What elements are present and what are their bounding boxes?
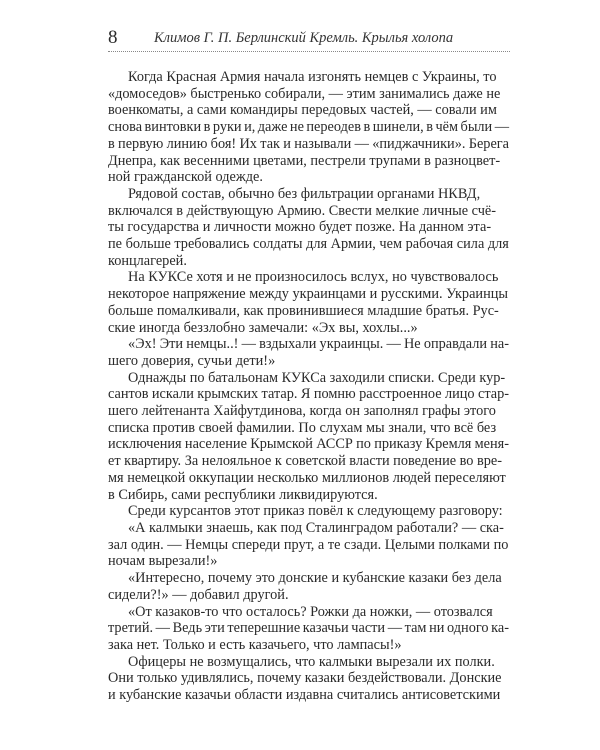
text-line: пе больше требовались солдаты для Армии, чем рабочая сила для	[108, 236, 509, 253]
page-body	[108, 69, 509, 704]
paragraph	[108, 186, 509, 270]
paragraph	[108, 520, 509, 570]
text-line: «Эх! Эти немцы..! — вздыхали украинцы. — Не оправдали на-	[128, 336, 509, 353]
text-line: Офицеры не возмущались, что калмыки вырезали их полки.	[128, 653, 495, 670]
paragraph	[108, 69, 509, 186]
text-line: Когда Красная Армия начала изгонять немцев с Украины, то	[128, 69, 497, 85]
page-header	[108, 27, 510, 49]
text-line: зака нет. Только и есть казачьего, что лампасы!»	[108, 636, 402, 653]
text-line: и кубанские казачьи области издавна считались антисоветскими	[108, 687, 501, 704]
text-line: списка против своей фамилии. По слухам мы знали, что всё без	[108, 419, 497, 436]
text-line: «домоседов» быстренько собирали, — этим занимались даже не	[108, 85, 501, 102]
header-divider	[108, 51, 510, 52]
paragraph	[108, 269, 509, 336]
text-line: Они только удивлялись, почему казаки бездействовали. Донские	[108, 670, 502, 687]
text-line: мя немецкой оккупации несколько миллионов людей переселяют	[108, 469, 506, 486]
text-line: военкоматы, а сами командиры передовых частей, — совали им	[108, 102, 497, 119]
text-line: «Интересно, почему это донские и кубанские казаки без дела	[128, 570, 502, 587]
paragraph	[108, 503, 509, 520]
text-line: в первую линию боя! Их так и называли — «пиджачники». Берега	[108, 135, 509, 152]
text-line: ты государства и личности можно будет позже. На данном эта-	[108, 219, 492, 236]
text-line: включался в действующую Армию. Свести мелкие личные счё-	[108, 202, 497, 219]
text-line: ет квартиру. За нелояльное к советской власти поведение во вре-	[108, 453, 503, 470]
text-line: третий. — Ведь эти теперешние казачьи части — там ни одного ка-	[108, 620, 509, 637]
text-line: больше помалкивали, как провинившиеся младшие братья. Рус-	[108, 302, 499, 319]
paragraph	[108, 336, 509, 369]
text-line: ной гражданской одежде.	[108, 169, 263, 186]
paragraph	[108, 654, 509, 704]
text-line: На КУКСе хотя и не произносилось вслух, но чувствовалось	[128, 269, 499, 286]
text-line: сидели?!» — добавил другой.	[108, 586, 289, 603]
text-line: ские иногда беззлобно замечали: «Эх вы, хохлы...»	[108, 319, 418, 336]
text-line: Однажды по батальонам КУКСа заходили списки. Среди кур-	[128, 369, 506, 386]
text-line: Днепра, как весенними цветами, пестрели трупами в разноцвет-	[108, 152, 501, 169]
text-line: некоторое напряжение между украинцами и русскими. Украинцы	[108, 286, 508, 303]
text-line: зал один. — Немцы спереди прут, а те сзади. Целыми полками по	[108, 536, 509, 553]
page-number: 8	[108, 27, 118, 48]
paragraph	[108, 370, 509, 504]
text-line: «От казаков-то что осталось? Рожки да ножки, — отозвался	[128, 603, 493, 620]
text-line: снова винтовки в руки и, даже не переодев в шинели, в чём были —	[108, 119, 509, 136]
running-title: Климов Г. П. Берлинский Кремль. Крылья холопа	[154, 30, 454, 46]
text-line: «А калмыки знаешь, как под Сталинградом работали? — ска-	[128, 519, 504, 536]
text-line: шего доверия, сучьи дети!»	[108, 352, 276, 369]
text-line: ночам вырезали!»	[108, 553, 218, 570]
text-line: концлагерей.	[108, 252, 187, 269]
text-line: в Сибирь, сами республики ликвидируются.	[108, 486, 378, 503]
paragraph	[108, 604, 509, 654]
text-line: шего лейтенанта Хайфутдинова, когда он заполнял графы этого	[108, 403, 496, 420]
text-line: Рядовой состав, обычно без фильтрации органами НКВД,	[128, 185, 481, 202]
text-line: Среди курсантов этот приказ повёл к следующему разговору:	[128, 503, 503, 520]
text-line: сантов искали крымских татар. Я помню расстроенное лицо стар-	[108, 386, 509, 403]
text-line: исключения население Крымской АССР по приказу Кремля меня-	[108, 436, 509, 453]
paragraph	[108, 570, 509, 603]
